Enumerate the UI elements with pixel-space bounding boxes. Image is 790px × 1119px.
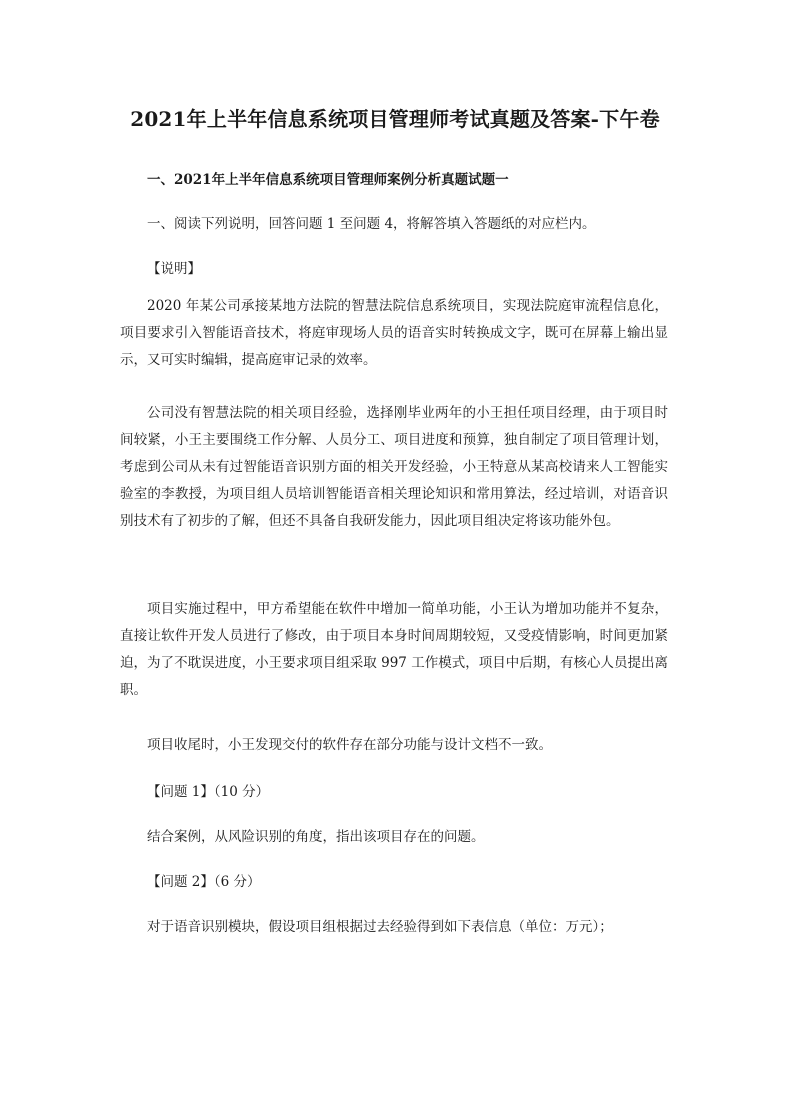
question-1-label: 【问题 1】（10 分） — [147, 784, 270, 800]
question-1-text: 结合案例，从风险识别的角度，指出该项目存在的问题。 — [147, 829, 485, 845]
paragraph-implementation: 项目实施过程中，甲方希望能在软件中增加一简单功能，小王认为增加功能并不复杂，直接让软件开发人员进行了修改，由于项目本身时间周期较短，又受疫情影响，时间更加紧迫，为了不耽误进度，小王要求项目组采取 997 工作模式，项目中后期，有核心人员提出离职。 — [120, 601, 668, 698]
paragraph-closing: 项目收尾时，小王发现交付的软件存在部分功能与设计文档不一致。 — [147, 737, 552, 753]
paragraph-project-background: 2020 年某公司承接某地方法院的智慧法院信息系统项目，实现法院庭审流程信息化，项目要求引入智能语音技术，将庭审现场人员的语音实时转换成文字，既可在屏幕上输出显示，又可实时编辑，提高庭审记录的效率。 — [120, 298, 668, 368]
instruction-text: 一、阅读下列说明，回答问题 1 至问题 4，将解答填入答题纸的对应栏内。 — [147, 216, 596, 232]
paragraph-team-selection: 公司没有智慧法院的相关项目经验，选择刚毕业两年的小王担任项目经理，由于项目时间较紧，小王主要围绕工作分解、人员分工、项目进度和预算，独自制定了项目管理计划，考虑到公司从未有过智能语音识别方面的相关开发经验，小王特意从某高校请来人工智能实验室的李教授，为项目组人员培训智能语音相关理论知识和常用算法，经过培训，对语音识别技术有了初步的了解，但还不具备自我研发能力，因此项目组决定将该功能外包。 — [120, 405, 668, 529]
question-2-label: 【问题 2】（6 分） — [147, 874, 261, 890]
document-title: 2021年上半年信息系统项目管理师考试真题及答案-下午卷 — [130, 107, 660, 131]
question-2-text: 对于语音识别模块，假设项目组根据过去经验得到如下表信息（单位：万元）； — [147, 919, 613, 935]
section-heading: 一、2021年上半年信息系统项目管理师案例分析真题试题一 — [147, 172, 509, 188]
explanation-label: 【说明】 — [147, 261, 201, 277]
